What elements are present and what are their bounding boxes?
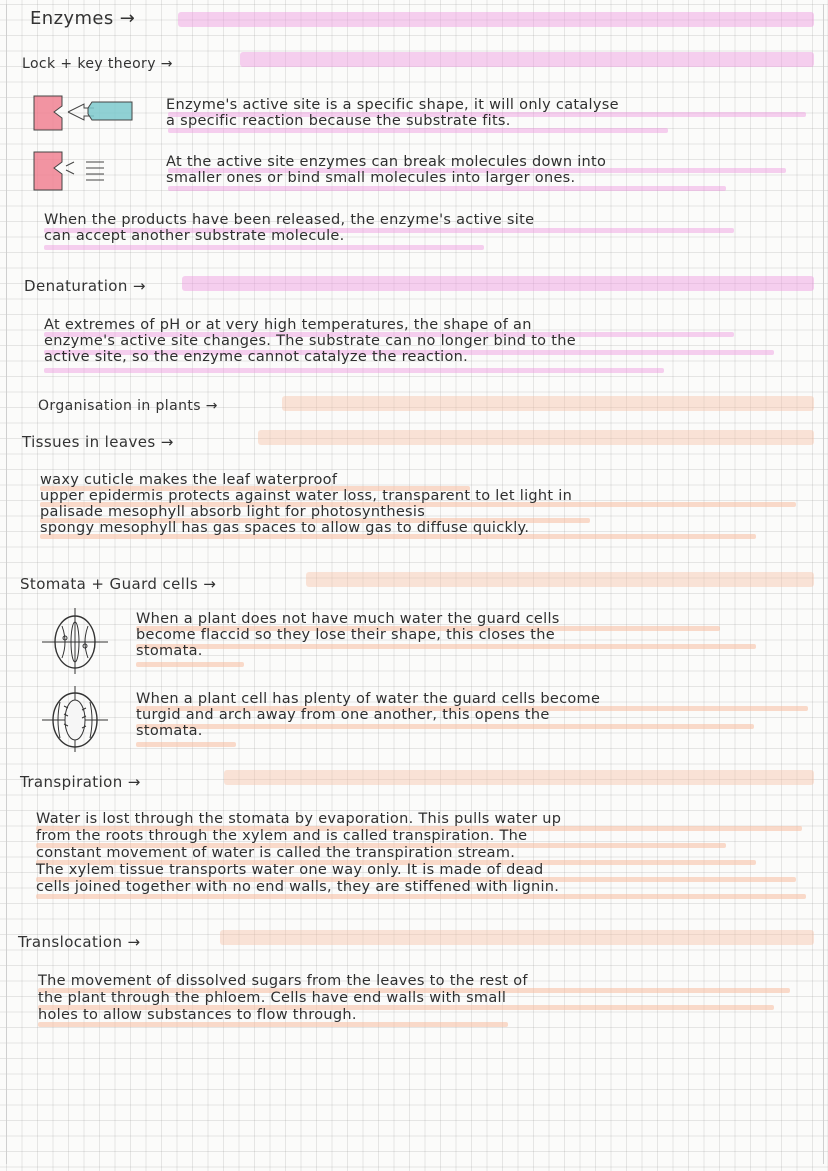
heading-highlight xyxy=(306,572,814,587)
text-line: palisade mesophyll absorb light for photosynthesis xyxy=(40,504,426,520)
underline xyxy=(168,186,726,191)
text-line: When a plant does not have much water the guard cells xyxy=(136,611,560,627)
text-line: become flaccid so they lose their shape, this closes the xyxy=(136,627,555,643)
text-line: When a plant cell has plenty of water the guard cells become xyxy=(136,691,601,707)
text-line: When the products have been released, the enzyme's active site xyxy=(44,212,535,228)
text-line: the plant through the phloem. Cells have end walls with small xyxy=(38,990,507,1006)
tissues-para xyxy=(40,472,572,536)
text-line: from the roots through the xylem and is called transpiration. The xyxy=(36,828,528,844)
text-line: The xylem tissue transports water one way only. It is made of dead xyxy=(36,862,544,878)
transpiration-para xyxy=(36,811,561,896)
text-line: At extremes of pH or at very high temperatures, the shape of an xyxy=(44,317,532,333)
heading-tissues: Tissues in leaves → xyxy=(22,433,174,451)
enzyme-products-icon xyxy=(32,148,142,196)
heading-transpiration: Transpiration → xyxy=(20,773,141,791)
text-line: upper epidermis protects against water loss, transparent to let light in xyxy=(40,488,573,504)
underline xyxy=(136,662,244,667)
translocation-para xyxy=(38,973,528,1024)
underline xyxy=(136,742,236,747)
open-stoma-icon xyxy=(38,684,112,754)
underline xyxy=(44,368,664,373)
text-line: The movement of dissolved sugars from the leaves to the rest of xyxy=(38,973,528,989)
text-line: enzyme's active site changes. The substrate can no longer bind to the xyxy=(44,333,576,349)
stomata-para-1 xyxy=(136,611,560,659)
text-line: holes to allow substances to flow through. xyxy=(38,1007,357,1023)
heading-denaturation: Denaturation → xyxy=(24,277,146,295)
stomata-para-2 xyxy=(136,691,600,739)
text-line: constant movement of water is called the transpiration stream. xyxy=(36,845,516,861)
text-line: At the active site enzymes can break molecules down into xyxy=(166,154,607,170)
lock-key-para-1 xyxy=(166,97,619,129)
text-line: a specific reaction because the substrate fits. xyxy=(166,113,511,129)
heading-lock-key: Lock + key theory → xyxy=(22,56,173,72)
heading-highlight xyxy=(178,12,814,27)
heading-highlight xyxy=(224,770,814,785)
text-line: turgid and arch away from one another, this opens the xyxy=(136,707,550,723)
underline xyxy=(44,245,484,250)
heading-stomata: Stomata + Guard cells → xyxy=(20,575,217,593)
heading-organisation: Organisation in plants → xyxy=(38,398,218,414)
heading-enzymes: Enzymes → xyxy=(30,8,136,29)
text-line: active site, so the enzyme cannot catalyze the reaction. xyxy=(44,349,469,365)
heading-highlight xyxy=(240,52,814,67)
text-line: stomata. xyxy=(136,723,203,739)
text-line: smaller ones or bind small molecules into larger ones. xyxy=(166,170,576,186)
text-line: Enzyme's active site is a specific shape, it will only catalyse xyxy=(166,97,619,113)
lock-key-para-2 xyxy=(166,154,606,186)
denaturation-para xyxy=(44,317,576,365)
closed-stoma-icon xyxy=(38,606,112,676)
text-line: can accept another substrate molecule. xyxy=(44,228,345,244)
lock-key-para-3 xyxy=(44,212,534,244)
text-line: cells joined together with no end walls, they are stiffened with lignin. xyxy=(36,879,560,895)
heading-highlight xyxy=(282,396,814,411)
heading-highlight xyxy=(258,430,814,445)
text-line: waxy cuticle makes the leaf waterproof xyxy=(40,472,338,488)
heading-translocation: Translocation → xyxy=(18,933,141,951)
heading-highlight xyxy=(220,930,814,945)
text-line: stomata. xyxy=(136,643,203,659)
heading-highlight xyxy=(182,276,814,291)
text-line: Water is lost through the stomata by evaporation. This pulls water up xyxy=(36,811,562,827)
enzyme-substrate-icon xyxy=(32,92,142,136)
text-line: spongy mesophyll has gas spaces to allow gas to diffuse quickly. xyxy=(40,520,530,536)
